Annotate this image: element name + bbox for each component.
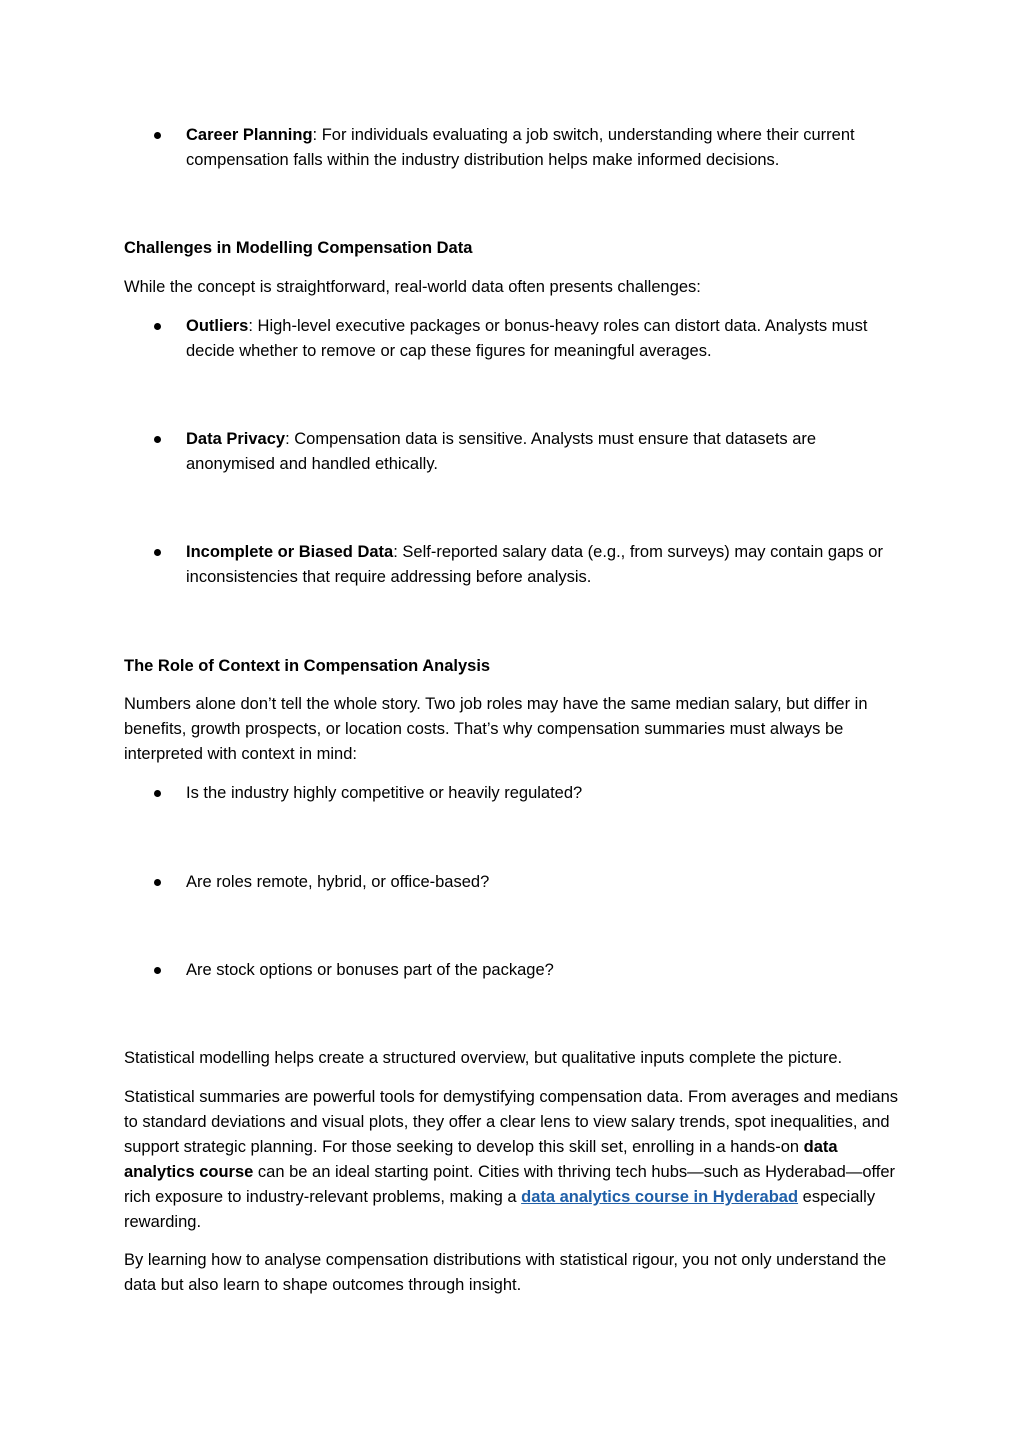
list-item-text: Data Privacy: Compensation data is sensitive. Analysts must ensure that datasets are anonymised and handled ethically.	[186, 430, 817, 473]
bullet-icon	[154, 549, 161, 556]
bullet-icon	[154, 967, 161, 974]
bullet-icon	[154, 323, 161, 330]
bullet-icon	[154, 436, 161, 443]
list-item-text: Outliers: High-level executive packages or bonus-heavy roles can distort data. Analysts must decide whether to remove or cap these figures for meaningful averages.	[186, 317, 868, 360]
list-item	[124, 870, 904, 895]
list-item-term: Incomplete or Biased Data	[186, 543, 394, 561]
section-heading: Challenges in Modelling Compensation Data	[124, 239, 473, 257]
paragraph: Statistical summaries are powerful tools for demystifying compensation data. From averages and medians to standard deviations and visual plots, they offer a clear lens to view salary trends, spot inequalities, and support strategic planning. For those seeking to develop this skill set, enrolling in a hands-on data analytics course can be an ideal starting point. Cities with thriving tech hubs—such as Hyderabad—offer rich exposure to industry-relevant problems, making a data analytics course in Hyderabad especially rewarding.	[124, 1088, 899, 1231]
bullet-icon	[154, 132, 161, 139]
list-item-text: Are roles remote, hybrid, or office-based?	[186, 873, 490, 891]
list-item	[124, 781, 904, 806]
list-item-term: Outliers	[186, 317, 249, 335]
paragraph: By learning how to analyse compensation distributions with statistical rigour, you not only understand the data but also learn to shape outcomes through insight.	[124, 1251, 887, 1294]
list-item	[124, 427, 904, 477]
list-item	[124, 540, 904, 590]
list-item-text: Are stock options or bonuses part of the package?	[186, 961, 554, 979]
list-item	[124, 958, 904, 983]
paragraph: While the concept is straightforward, real-world data often presents challenges:	[124, 278, 701, 296]
emphasis-text: data analytics course	[124, 1138, 838, 1181]
bullet-icon	[154, 879, 161, 886]
list-item-text: Career Planning: For individuals evaluating a job switch, understanding where their current compensation falls within the industry distribution helps make informed decisions.	[186, 126, 855, 169]
list-item-text: Incomplete or Biased Data: Self-reported salary data (e.g., from surveys) may contain gaps or inconsistencies that require addressing before analysis.	[186, 543, 883, 586]
paragraph: Numbers alone don’t tell the whole story. Two job roles may have the same median salary, but differ in benefits, growth prospects, or location costs. That’s why compensation summaries must always be interpreted with context in mind:	[124, 695, 868, 763]
list-item	[124, 314, 904, 364]
list-item-text: Is the industry highly competitive or heavily regulated?	[186, 784, 583, 802]
list-item	[124, 123, 904, 173]
list-item-term: Data Privacy	[186, 430, 286, 448]
paragraph: Statistical modelling helps create a structured overview, but qualitative inputs complete the picture.	[124, 1049, 843, 1067]
section-heading: The Role of Context in Compensation Analysis	[124, 657, 491, 675]
bullet-icon	[154, 790, 161, 797]
course-link[interactable]: data analytics course in Hyderabad	[521, 1188, 799, 1206]
list-item-term: Career Planning	[186, 126, 313, 144]
